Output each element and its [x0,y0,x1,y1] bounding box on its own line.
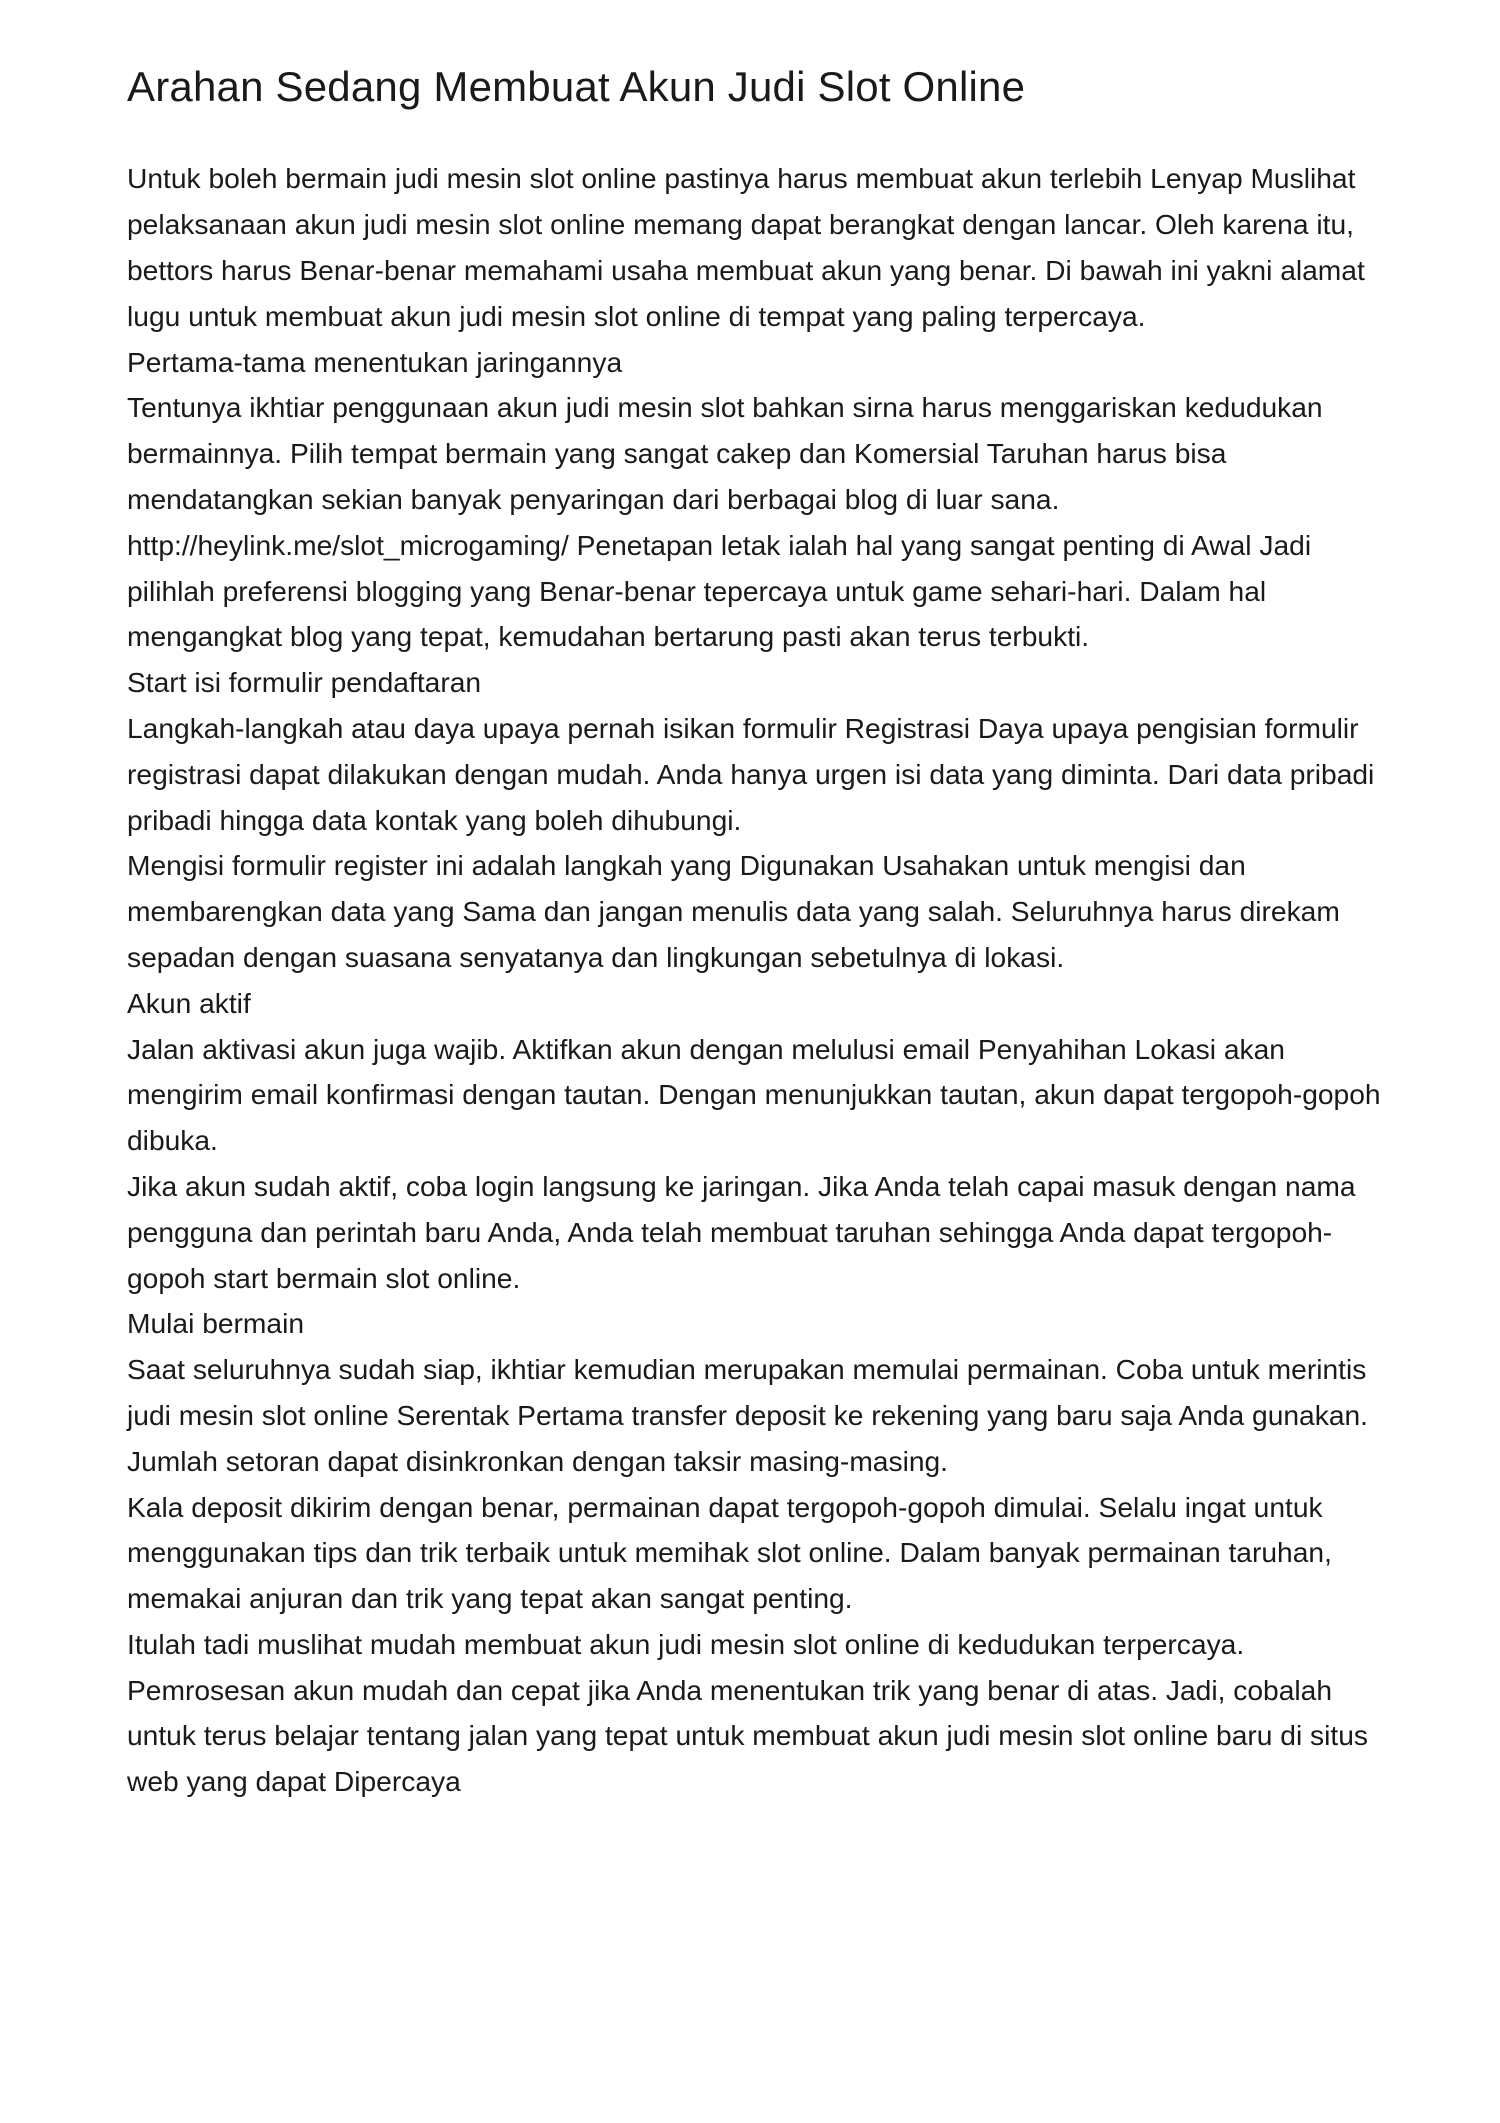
paragraph-register: Mengisi formulir register ini adalah langkah yang Digunakan Usahakan untuk mengisi dan membarengkan data yang Sama dan jangan menulis data yang salah. Seluruhnya harus direkam sepadan dengan suasana senyatanya dan lingkungan sebetulnya di lokasi. [127,849,1340,973]
paragraph-mulai: Saat seluruhnya sudah siap, ikhtiar kemudian merupakan memulai permainan. Coba untuk merintis judi mesin slot online Serentak Pertama transfer deposit ke rekening yang baru saja Anda gunakan. Jumlah setoran dapat disinkronkan dengan taksir masing-masing. [127,1353,1369,1477]
paragraph-intro: Untuk boleh bermain judi mesin slot online pastinya harus membuat akun terlebih Lenyap Muslihat pelaksanaan akun judi mesin slot online memang dapat berangkat dengan lancar. Oleh karena itu, bettors harus Benar-benar memahami usaha membuat akun yang benar. Di bawah ini yakni alamat lugu untuk membuat akun judi mesin slot online di tempat yang paling terpercaya. [127,162,1365,332]
document-body [127,156,1397,1805]
paragraph-jaringan: Tentunya ikhtiar penggunaan akun judi mesin slot bahkan sirna harus menggariskan kedudukan bermainnya. Pilih tempat bermain yang sangat cakep dan Komersial Taruhan harus bisa mendatangkan sekian banyak penyaringan dari berbagai blog di luar sana. http://heylink.me/slot_microgaming/ Penetapan letak ialah hal yang sangat penting di Awal Jadi pilihlah preferensi blogging yang Benar-benar tepercaya untuk game sehari-hari. Dalam hal mengangkat blog yang tepat, kemudahan bertarung pasti akan terus terbukti. [127,391,1323,653]
paragraph-formulir: Langkah-langkah atau daya upaya pernah isikan formulir Registrasi Daya upaya pengisian formulir registrasi dapat dilakukan dengan mudah. Anda hanya urgen isi data yang diminta. Dari data pribadi pribadi hingga data kontak yang boleh dihubungi. [127,711,1375,836]
paragraph-penutup: Itulah tadi muslihat mudah membuat akun judi mesin slot online di kedudukan terpercaya. Pemrosesan akun mudah dan cepat jika Anda menentukan trik yang benar di atas. Jadi, cobalah untuk terus belajar tentang jalan yang tepat untuk membuat akun judi mesin slot online baru di situs web yang dapat Dipercaya [127,1627,1369,1798]
paragraph-login: Jika akun sudah aktif, coba login langsung ke jaringan. Jika Anda telah capai masuk dengan nama pengguna dan perintah baru Anda, Anda telah membuat taruhan sehingga Anda dapat tergopoh-gopoh start bermain slot online. [127,1169,1356,1294]
subheading-mulai-bermain: Mulai bermain [127,1307,305,1340]
paragraph-aktivasi: Jalan aktivasi akun juga wajib. Aktifkan akun dengan melulusi email Penyahihan Lokasi akan mengirim email konfirmasi dengan tautan. Dengan menunjukkan tautan, akun dapat tergopoh-gopoh dibuka. [127,1032,1381,1157]
subheading-jaringan: Pertama-tama menentukan jaringannya [127,345,623,378]
document-title: Arahan Sedang Membuat Akun Judi Slot Online [127,63,1026,110]
subheading-akun-aktif: Akun aktif [127,986,251,1019]
document-page [127,62,1397,1805]
subheading-formulir: Start isi formulir pendaftaran [127,666,482,699]
paragraph-deposit: Kala deposit dikirim dengan benar, permainan dapat tergopoh-gopoh dimulai. Selalu ingat untuk menggunakan tips dan trik terbaik untuk memihak slot online. Dalam banyak permainan taruhan, memakai anjuran dan trik yang tepat akan sangat penting. [127,1490,1332,1615]
